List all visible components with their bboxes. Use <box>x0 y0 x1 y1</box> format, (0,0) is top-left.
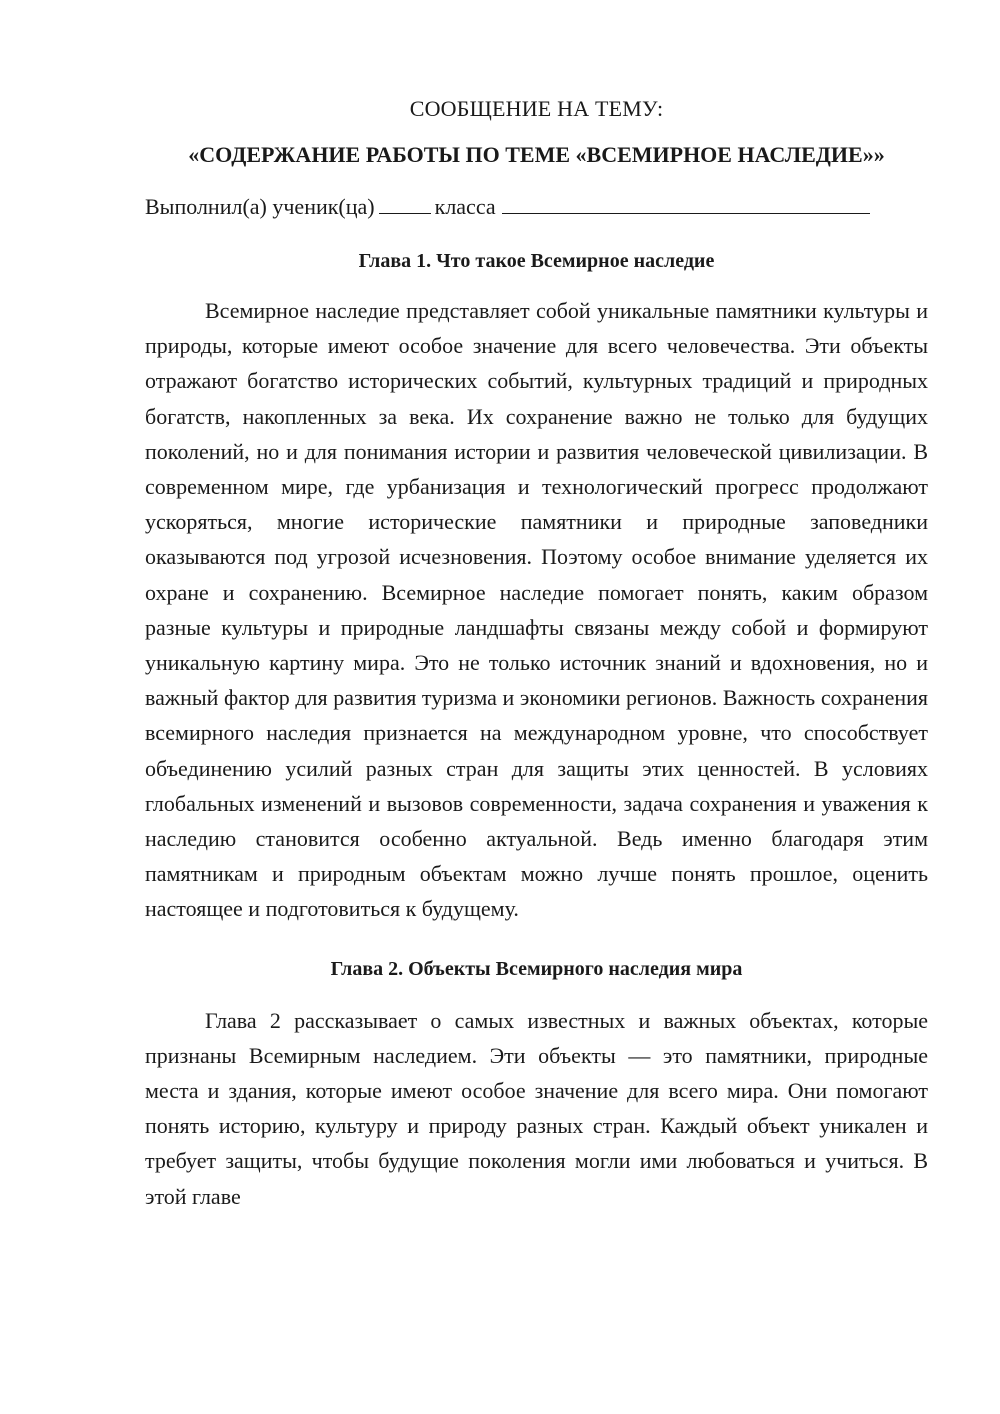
chapter-2-heading: Глава 2. Объекты Всемирного наследия мира <box>330 957 743 980</box>
author-line <box>145 193 928 221</box>
document-content <box>145 95 928 1214</box>
chapter-2-paragraph: Глава 2 рассказывает о самых известных и важных объектах, которые признаны Всемирным наследием. Эти объекты — это памятники, природные места и здания, которые имеют особое значение для всего мира. Они помогают понять историю, культуру и природу разных стран. Каждый объект уникален и требует защиты, чтобы будущие поколения могли ими любоваться и учиться. В этой главе <box>145 1007 928 1209</box>
chapter-1-paragraph: Всемирное наследие представляет собой уникальные памятники культуры и природы, которые имеют особое значение для всего человечества. Эти объекты отражают богатство исторических событий, культурных традиций и природных богатств, накопленных за века. Их сохранение важно не только для будущих поколений, но и для понимания истории и развития человеческой цивилизации. В современном мире, где урбанизация и технологический прогресс продолжают ускоряться, многие исторические памятники и природные заповедники оказываются под угрозой исчезновения. Поэтому особое внимание уделяется их охране и сохранению. Всемирное наследие помогает понять, каким образом разные культуры и природные ландшафты связаны между собой и формируют уникальную картину мира. Это не только источник знаний и вдохновения, но и важный фактор для развития туризма и экономики регионов. Важность сохранения всемирного наследия признается на международном уровне, что способствует объединению усилий разных стран для защиты этих ценностей. В условиях глобальных изменений и вызовов современности, задача сохранения и уважения к наследию становится особенно актуальной. Ведь именно благодаря этим памятникам и природным объектам можно лучше понять прошлое, оценить настоящее и подготовиться к будущему. <box>145 298 928 922</box>
class-name-blank <box>502 195 870 214</box>
grade-blank <box>379 195 431 214</box>
class-word: класса <box>434 194 496 219</box>
document-title-line-1: СООБЩЕНИЕ НА ТЕМУ: <box>409 96 664 121</box>
chapter-1-heading: Глава 1. Что такое Всемирное наследие <box>358 250 715 272</box>
document-title-line-2: «СОДЕРЖАНИЕ РАБОТЫ ПО ТЕМЕ «ВСЕМИРНОЕ НАСЛЕДИЕ»» <box>188 142 885 167</box>
author-prefix: Выполнил(а) ученик(ца) <box>145 194 375 219</box>
